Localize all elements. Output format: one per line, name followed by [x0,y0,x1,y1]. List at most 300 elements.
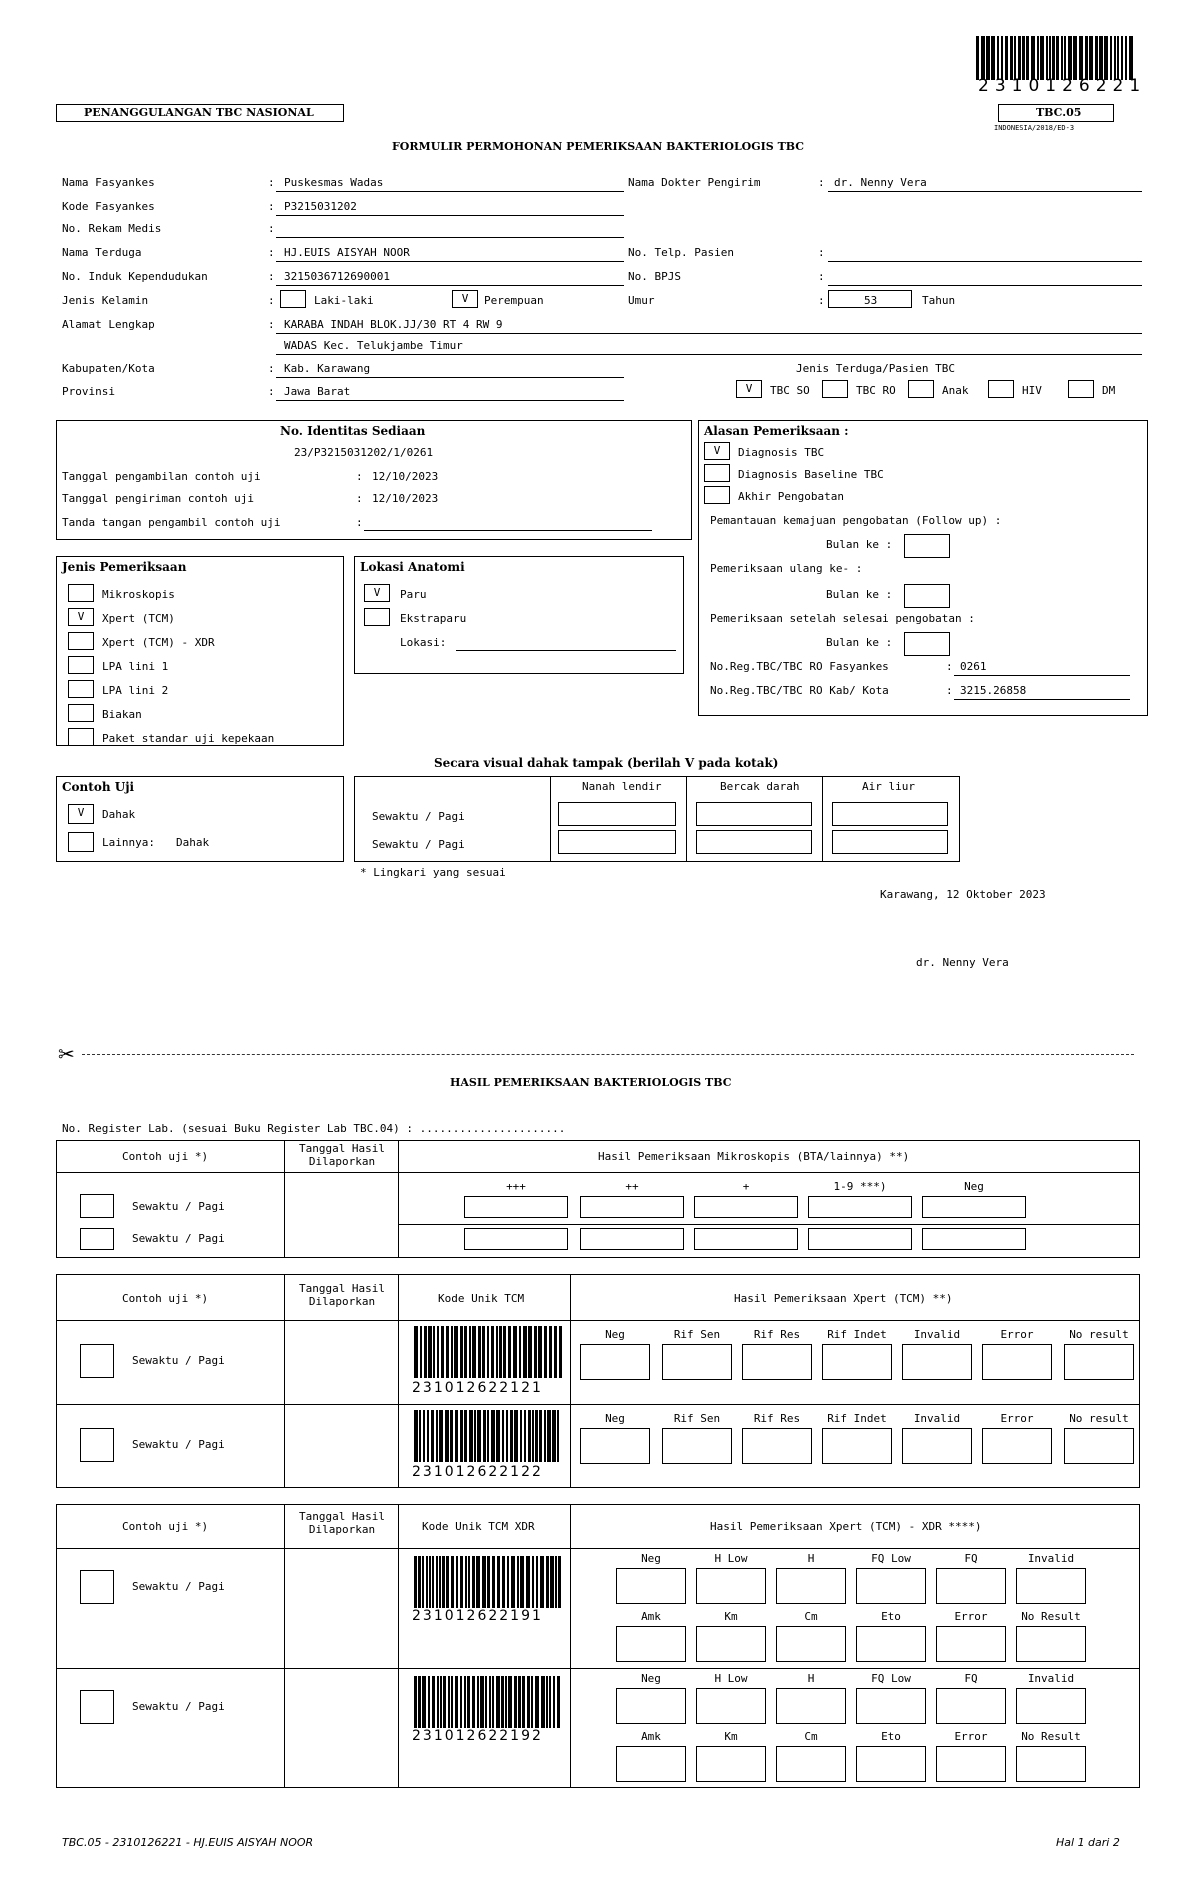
tgl-kirim-label: Tanggal pengiriman contoh uji [62,492,255,505]
colon: : [946,660,953,673]
reg-fasyankes-label: No.Reg.TBC/TBC RO Fasyankes [710,660,889,673]
col-header: Contoh uji *) [122,1520,209,1533]
tgl-ambil-label: Tanggal pengambilan contoh uji [62,470,261,483]
barcode-bar [1001,36,1003,80]
barcode-bar [997,36,999,80]
xdr-result-field[interactable] [856,1688,926,1724]
barcode-bar [508,1676,512,1728]
grade-field[interactable] [580,1196,684,1218]
tgl-kirim-value: 12/10/2023 [372,492,439,505]
barcode-bar [464,1326,467,1378]
nama-fasyankes-value: Puskesmas Wadas [284,176,384,189]
barcode-bar [505,1676,507,1728]
xpert-result-field[interactable] [662,1428,732,1464]
xdr-result-field[interactable] [1016,1626,1086,1662]
perempuan-label: Perempuan [484,294,544,307]
jenis-pemeriksaan-checkbox[interactable] [68,656,94,674]
line [828,191,1142,192]
place-date: Karawang, 12 Oktober 2023 [880,888,1046,901]
reg-kab-label: No.Reg.TBC/TBC RO Kab/ Kota [710,684,889,697]
tcm-code: 231012622121 [412,1380,543,1396]
footer-right: Hal 1 dari 2 [1056,1836,1120,1849]
form-code: TBC.05 [1036,106,1082,119]
barcode-bar [514,1676,517,1728]
xpert-result-field[interactable] [662,1344,732,1380]
row-label: Sewaktu / Pagi [132,1354,225,1367]
bercak-checkbox[interactable] [696,830,812,854]
jenis-terduga-label: Jenis Terduga/Pasien TBC [796,362,955,375]
visual-col-header: Nanah lendir [582,780,662,793]
xdr-result-field[interactable] [936,1568,1006,1604]
jenis-pemeriksaan-option: LPA lini 1 [102,660,169,673]
barcode-bar [428,1326,432,1378]
xdr-result-field[interactable] [616,1568,686,1604]
barcode-bar [478,1326,481,1378]
laki-checkbox[interactable] [280,290,306,308]
col-divider [822,776,823,862]
xpert-result-field[interactable] [580,1428,650,1464]
xdr-result-label: No Result [1021,1610,1081,1623]
ttd-field[interactable] [364,530,652,531]
bercak-checkbox[interactable] [696,802,812,826]
rekam-medis-label: No. Rekam Medis [62,222,162,235]
kode-fasyankes-value: P3215031202 [284,200,357,213]
dahak-checkbox[interactable]: V [68,804,94,824]
visual-col-header: Bercak darah [720,780,800,793]
xdr-result-label: No Result [1021,1730,1081,1743]
sediaan-id: 23/P3215031202/1/0261 [294,446,434,459]
jenis-terduga-checkbox[interactable] [908,380,934,398]
barcode-bar [499,1326,502,1378]
grade-field[interactable] [808,1196,912,1218]
dokter-label: Nama Dokter Pengirim [628,176,761,189]
line [276,377,624,378]
col-header: Tanggal Hasil Dilaporkan [298,1282,386,1309]
xpert-result-field[interactable] [1064,1344,1134,1380]
row-checkbox[interactable] [80,1228,114,1250]
nanah-checkbox[interactable] [558,830,676,854]
xpert-result-label: Neg [605,1328,625,1341]
colon: : [818,246,825,259]
barcode-bar [432,1556,434,1608]
bulan-ke-field[interactable] [904,534,950,558]
follow-up-label: Pemantauan kemajuan pengobatan (Follow up) : [710,514,1002,527]
jenis-pemeriksaan-checkbox[interactable] [68,632,94,650]
barcode-bar [1018,36,1021,80]
xpert-result-label: Invalid [913,1328,961,1341]
alasan-title: Alasan Pemeriksaan : [704,424,849,438]
barcode-bar [469,1326,471,1378]
footer-left: TBC.05 - 2310126221 - HJ.EUIS AISYAH NOOR [62,1836,314,1849]
barcode-bar [424,1326,427,1378]
jenis-pemeriksaan-checkbox[interactable] [68,584,94,602]
alamat-label: Alamat Lengkap [62,318,155,331]
grade-label: 1-9 ***) [833,1180,887,1193]
xdr-result-label: Amk [641,1610,661,1623]
xdr-result-field[interactable] [776,1688,846,1724]
barcode-bar [491,1410,495,1462]
grade-field[interactable] [808,1228,912,1250]
xdr-result-field[interactable] [696,1568,766,1604]
lainnya-checkbox[interactable] [68,832,94,852]
lokasi-field[interactable] [456,650,676,651]
xpert-result-field[interactable] [742,1428,812,1464]
grade-field[interactable] [694,1228,798,1250]
bulan-ke-field[interactable] [904,584,950,608]
col-divider [686,776,687,862]
xdr-result-label: H Low [714,1552,748,1565]
lokasi-label: Lokasi: [400,636,447,649]
reg-fasyankes-value: 0261 [960,660,987,673]
barcode-bar [511,1556,515,1608]
grade-field[interactable] [922,1196,1026,1218]
barcode-bar [487,1410,489,1462]
barcode-bar [1064,36,1066,80]
barcode-bar [1110,36,1112,80]
jenis-pemeriksaan-option: Xpert (TCM) - XDR [102,636,215,649]
colon: : [818,176,825,189]
scissors-icon: ✂ [58,1042,75,1066]
col-header: Kode Unik TCM [438,1292,525,1305]
barcode-bar [432,1676,435,1728]
barcode-bar [544,1410,546,1462]
barcode-bar [437,1676,439,1728]
register-label: No. Register Lab. (sesuai Buku Register Lab TBC.04) : ...................... [62,1122,566,1135]
xdr-result-field[interactable] [856,1626,926,1662]
barcode-bar [510,1410,513,1462]
xdr-result-label: FQ [964,1552,978,1565]
paru-checkbox[interactable]: V [364,584,390,602]
xdr-result-field[interactable] [696,1626,766,1662]
xdr-result-field[interactable] [1016,1568,1086,1604]
xdr-result-label: H Low [714,1672,748,1685]
xdr-result-label: Km [724,1610,738,1623]
provinsi-label: Provinsi [62,385,115,398]
barcode-bar [414,1676,417,1728]
xdr-result-field[interactable] [856,1568,926,1604]
colon: : [818,294,825,307]
barcode-bar [422,1676,426,1728]
barcode-bar [546,1556,549,1608]
xpert-result-label: Error [1000,1412,1034,1425]
cut-line [82,1054,1134,1055]
xdr-result-field[interactable] [776,1746,846,1782]
xdr-result-field[interactable] [936,1746,1006,1782]
barcode-bar [557,1410,559,1462]
alasan-option: Diagnosis Baseline TBC [738,468,884,481]
barcode-bar [489,1676,491,1728]
barcode-bar [472,1556,475,1608]
jenis-terduga-checkbox[interactable] [1068,380,1094,398]
barcode-bar [456,1556,458,1608]
barcode-bar [549,1676,551,1728]
jenis-terduga-checkbox[interactable] [988,380,1014,398]
barcode-bar [1061,36,1063,80]
barcode-bar [426,1556,428,1608]
barcode-bar [554,1326,557,1378]
barcode-bar [440,1676,442,1728]
barcode-bar [553,1676,555,1728]
alasan-option: Diagnosis TBC [738,446,825,459]
grade-label: + [742,1180,750,1193]
xdr-result-label: Neg [641,1552,661,1565]
line [276,261,624,262]
jenis-terduga-option: HIV [1022,384,1042,397]
reg-kab-value: 3215.26858 [960,684,1027,697]
jenis-pemeriksaan-option: Mikroskopis [102,588,175,601]
xpert-result-field[interactable] [822,1428,892,1464]
bulan-ke-label: Bulan ke : [826,538,893,551]
row-checkbox[interactable] [80,1344,114,1378]
barcode-bar [427,1410,429,1462]
xdr-result-field[interactable] [936,1626,1006,1662]
colon: : [356,516,363,529]
grade-field[interactable] [694,1196,798,1218]
barcode-bar [422,1556,424,1608]
jenis-terduga-checkbox[interactable] [822,380,848,398]
alasan-checkbox[interactable]: V [704,442,730,460]
barcode-bar [552,1410,556,1462]
xdr-result-label: FQ Low [871,1552,911,1565]
barcode-bar [519,1326,521,1378]
col-divider [284,1274,285,1488]
barcode-bar [1031,36,1035,80]
xdr-result-field[interactable] [1016,1688,1086,1724]
jenis-terduga-checkbox[interactable]: V [736,380,762,398]
row-divider [398,1224,1140,1225]
tcm-barcode [414,1326,562,1378]
jenis-pemeriksaan-checkbox[interactable] [68,680,94,698]
line [276,191,624,192]
barcode-bar [1005,36,1008,80]
line [954,699,1130,700]
xpert-result-label: Rif Indet [827,1328,887,1341]
nama-terduga-value: HJ.EUIS AISYAH NOOR [284,246,410,259]
xdr-result-field[interactable] [616,1626,686,1662]
barcode-bar [1014,36,1016,80]
barcode-bar [455,1410,458,1462]
visual-row-label: Sewaktu / Pagi [372,810,465,823]
xpert-result-field[interactable] [742,1344,812,1380]
barcode-bar [428,1676,430,1728]
xdr-result-label: Error [954,1610,988,1623]
umur-value: 53 [864,294,878,307]
paru-label: Paru [400,588,427,601]
liur-checkbox[interactable] [832,830,948,854]
colon: : [356,492,363,505]
barcode-bar [496,1410,500,1462]
col-divider [398,1274,399,1488]
barcode-bar [976,36,979,80]
form-title: FORMULIR PERMOHONAN PEMERIKSAAN BAKTERIOLOGIS TBC [392,140,805,153]
barcode-bar [467,1676,470,1728]
perempuan-checkbox[interactable]: V [452,290,478,308]
xdr-result-field[interactable] [1016,1746,1086,1782]
jenis-pemeriksaan-checkbox[interactable]: V [68,608,94,626]
xpert-result-label: Error [1000,1328,1034,1341]
barcode-bar [465,1556,467,1608]
barcode-bar [418,1556,421,1608]
xpert-result-label: No result [1069,1328,1129,1341]
xpert-result-field[interactable] [902,1428,972,1464]
tahun-label: Tahun [922,294,956,307]
xdr-result-label: Eto [881,1610,901,1623]
visual-title: Secara visual dahak tampak (berilah V pada kotak) [434,756,779,770]
liur-checkbox[interactable] [832,802,948,826]
barcode-bar [468,1556,470,1608]
barcode-bar [502,1556,505,1608]
bulan-ke-label: Bulan ke : [826,588,893,601]
barcode-bar [496,1326,498,1378]
xpert-result-field[interactable] [982,1344,1052,1380]
barcode-bar [526,1556,530,1608]
xdr-result-field[interactable] [616,1746,686,1782]
xpert-result-field[interactable] [822,1344,892,1380]
xpert-result-field[interactable] [902,1344,972,1380]
jenis-kelamin-label: Jenis Kelamin [62,294,149,307]
barcode-bar [429,1556,431,1608]
row-checkbox[interactable] [80,1428,114,1462]
xdr-result-label: Invalid [1027,1552,1075,1565]
nanah-checkbox[interactable] [558,802,676,826]
barcode-bar [1040,36,1044,80]
barcode-bar [557,1676,560,1728]
colon: : [268,318,275,331]
xdr-result-field[interactable] [776,1626,846,1662]
barcode-bar [546,1676,548,1728]
barcode-bar [523,1326,527,1378]
barcode-bar [443,1676,446,1728]
line [276,285,624,286]
barcode-bar [508,1326,511,1378]
row-checkbox[interactable] [80,1690,114,1724]
xdr-result-label: FQ [964,1672,978,1685]
tcm-xdr-code: 231012622191 [412,1608,543,1624]
line [276,354,1142,355]
barcode-bar [431,1410,434,1462]
barcode-bar [507,1556,509,1608]
barcode-bar [419,1410,421,1462]
jenis-pemeriksaan-option: Xpert (TCM) [102,612,175,625]
xdr-result-field[interactable] [936,1688,1006,1724]
barcode-bar [485,1676,487,1728]
jenis-terduga-option: TBC RO [856,384,896,397]
bulan-ke-field[interactable] [904,632,950,656]
barcode-bar [1085,36,1088,80]
contoh-uji-title: Contoh Uji [62,780,135,794]
barcode-bar [559,1326,562,1378]
barcode-bar [1121,36,1123,80]
barcode-bar [532,1410,534,1462]
barcode-bar [1099,36,1103,80]
barcode-bar [441,1326,444,1378]
tcm-barcode [414,1676,562,1728]
xpert-result-label: Rif Sen [673,1412,721,1425]
xdr-result-field[interactable] [696,1688,766,1724]
barcode-bar [496,1676,500,1728]
barcode-bar [451,1556,454,1608]
alasan-checkbox[interactable] [704,464,730,482]
barcode-top-number: 2310126221 [978,76,1147,96]
lainnya-value: Dahak [176,836,210,849]
jenis-terduga-option: Anak [942,384,969,397]
grade-label: +++ [506,1180,526,1193]
row-checkbox[interactable] [80,1194,114,1218]
jenis-pemeriksaan-checkbox[interactable] [68,704,94,722]
tcm-barcode [414,1556,562,1608]
dahak-label: Dahak [102,808,136,821]
xdr-result-field[interactable] [696,1746,766,1782]
barcode-bar [540,1556,544,1608]
barcode-bar [555,1556,557,1608]
xpert-result-field[interactable] [580,1344,650,1380]
xpert-result-label: No result [1069,1412,1129,1425]
barcode-top [976,36,1136,80]
jenis-pemeriksaan-option: LPA lini 2 [102,684,169,697]
row-checkbox[interactable] [80,1570,114,1604]
barcode-bar [549,1326,552,1378]
col-header: Hasil Pemeriksaan Xpert (TCM) - XDR ****) [710,1520,982,1533]
grade-label: Neg [964,1180,984,1193]
xdr-result-field[interactable] [856,1746,926,1782]
barcode-bar [534,1326,537,1378]
barcode-bar [502,1410,504,1462]
grade-field[interactable] [464,1196,568,1218]
barcode-bar [539,1410,542,1462]
line [276,333,1142,334]
xdr-result-label: FQ Low [871,1672,911,1685]
xpert-result-label: Invalid [913,1412,961,1425]
xpert-result-label: Rif Indet [827,1412,887,1425]
umur-label: Umur [628,294,655,307]
xdr-result-field[interactable] [776,1568,846,1604]
barcode-bar [464,1676,466,1728]
xpert-result-label: Rif Sen [673,1328,721,1341]
xpert-result-field[interactable] [982,1428,1052,1464]
barcode-bar [483,1410,486,1462]
grade-field[interactable] [580,1228,684,1250]
xdr-result-field[interactable] [616,1688,686,1724]
barcode-bar [451,1326,453,1378]
telp-field[interactable] [828,261,1142,262]
barcode-bar [460,1326,463,1378]
ekstraparu-checkbox[interactable] [364,608,390,626]
barcode-bar [450,1410,453,1462]
alasan-checkbox[interactable] [704,486,730,504]
col-header: Kode Unik TCM XDR [422,1520,535,1533]
grade-field[interactable] [464,1228,568,1250]
barcode-bar [418,1676,421,1728]
col-header: Contoh uji *) [122,1292,209,1305]
row-label: Sewaktu / Pagi [132,1700,225,1713]
jenis-pemeriksaan-checkbox[interactable] [68,728,94,746]
xdr-result-label: H [807,1552,815,1565]
line [276,215,624,216]
barcode-bar [442,1556,445,1608]
barcode-bar [524,1410,526,1462]
barcode-bar [491,1326,494,1378]
barcode-bar [522,1676,525,1728]
bpjs-field[interactable] [828,285,1142,286]
col-header: Contoh uji *) [122,1150,209,1163]
xpert-result-field[interactable] [1064,1428,1134,1464]
barcode-bar [520,1556,524,1608]
row-divider [56,1668,1140,1669]
ulang-label: Pemeriksaan ulang ke- : [710,562,863,575]
barcode-bar [492,1556,495,1608]
grade-field[interactable] [922,1228,1026,1250]
program-title: PENANGGULANGAN TBC NASIONAL [84,106,314,119]
